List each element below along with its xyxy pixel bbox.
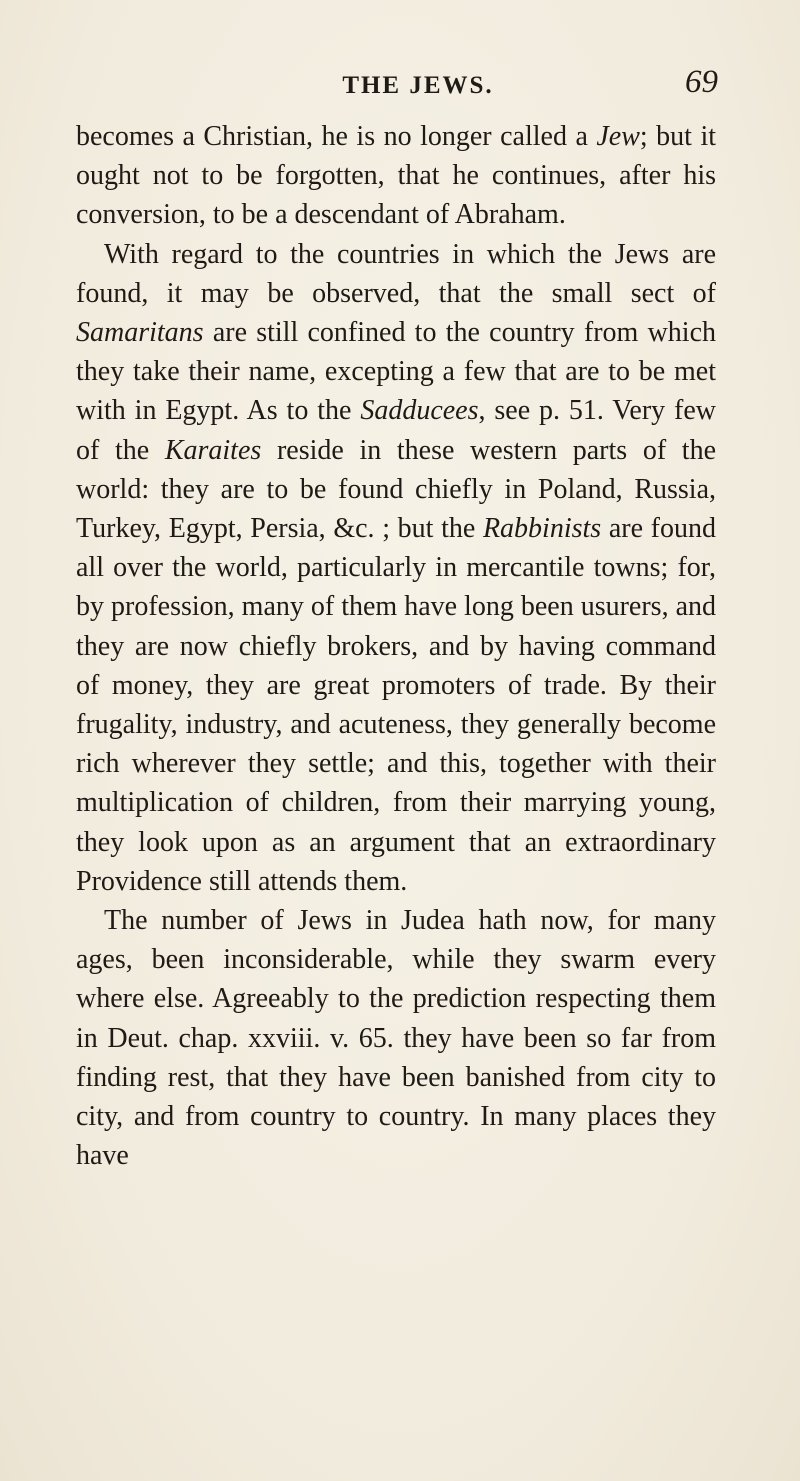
text-run: The number of Jews in Judea hath now, for many ages, been inconsiderable, while they swarm every where else. Agreeably to the prediction respecting them in Deut. chap. xxviii. v. 65. they have been so far from finding rest, that they have been banished from city to city, and from country to country. In many places they have: [76, 905, 716, 1172]
running-title: THE JEWS.: [342, 72, 494, 99]
italic-term-rabbinists: Rabbinists: [482, 513, 602, 545]
paragraph-2: [76, 235, 716, 901]
text-run: are still confined to the country from which they take their name, excepting a few that are to be met with in Egypt. As to the: [76, 317, 716, 427]
running-head: [118, 62, 718, 102]
text-run: reside in these western parts of the world: they are to be found chiefly in Poland, Russia, Turkey, Egypt, Persia, &c. ; but the: [76, 434, 717, 545]
text-run: are found all over the world, particularly in mercantile towns; for, by profession, many of them have long been usurers, and they are now chiefly brokers, and by having command of money, they are great promoters of trade. By their frugality, industry, and acuteness, they generally become rich wherever they settle; and this, together with their multiplication of children, from their marrying young, they look upon as an argument that an extraordinary Providence still attends them.: [76, 513, 716, 897]
page-number: 69: [685, 64, 718, 100]
italic-term-sadducees: Sadducees: [360, 395, 479, 427]
paragraph-3: [76, 901, 716, 1175]
text-run: ; but it ought not to be forgotten, that he continues, after his conversion, to be a descendant of Abraham.: [76, 121, 717, 231]
body-text: [76, 117, 716, 1175]
italic-term-karaites: Karaites: [164, 434, 262, 466]
text-run: becomes a Christian, he is no longer called a: [76, 121, 597, 152]
paragraph-1: [76, 117, 716, 235]
italic-term-samaritans: Samaritans: [76, 317, 204, 349]
text-run: With regard to the countries in which the Jews are found, it may be observed, that the small sect of: [76, 238, 716, 309]
italic-term-jew: Jew: [596, 121, 640, 152]
text-run: , see p. 51. Very few of the: [76, 395, 717, 466]
